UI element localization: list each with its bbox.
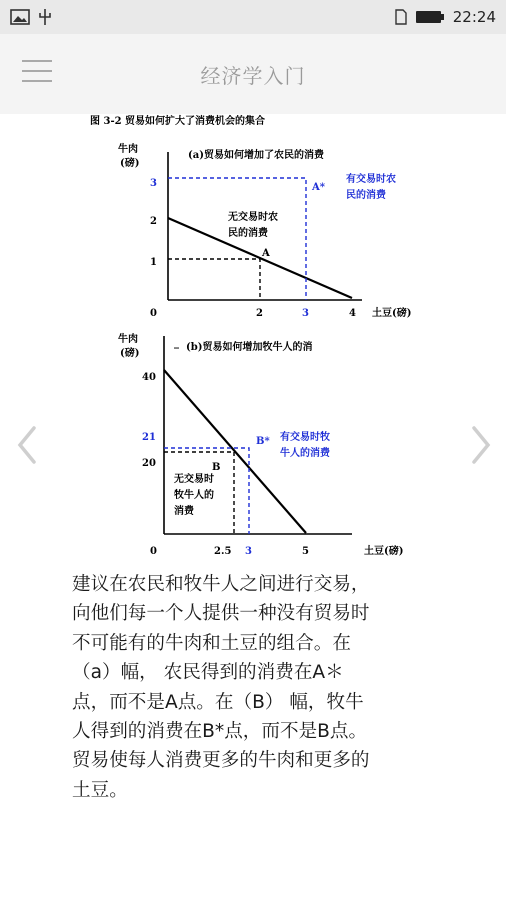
image-icon	[10, 9, 30, 25]
panel-b-ylabel-line1: 牛肉	[118, 334, 138, 345]
next-page-button[interactable]	[466, 420, 496, 470]
panel-b-ytick-20: 20	[142, 458, 156, 469]
sim-icon	[395, 9, 407, 25]
panel-a-point-notrade: A	[262, 248, 270, 259]
panel-b-point-notrade: B	[212, 462, 221, 473]
prev-page-button[interactable]	[12, 420, 42, 470]
body-line: 不可能有的牛肉和土豆的组合。在	[72, 632, 351, 654]
panel-b-notrade-label-1: 无交易时	[174, 474, 214, 485]
panel-a-xtick-0: 0	[150, 308, 157, 319]
panel-b-ytick-40: 40	[142, 372, 156, 383]
body-line: 点，而不是A点。在（B） 幅，牧牛	[72, 691, 364, 713]
panel-b	[118, 332, 403, 557]
panel-a-ytick-3: 3	[150, 178, 157, 189]
panel-b-xtick-5: 5	[302, 546, 309, 557]
panel-a-ytick-2: 2	[150, 216, 157, 227]
battery-icon	[415, 9, 445, 25]
panel-a-xtick-3: 3	[302, 308, 309, 319]
figure-svg	[0, 114, 506, 564]
panel-b-subtitle-mark: _	[174, 338, 179, 349]
page-title: 经济学入门	[200, 64, 306, 88]
panel-a-trade-label-2: 民的消费	[346, 190, 386, 201]
usb-icon	[38, 8, 52, 26]
panel-b-notrade-label-2: 牧牛人的	[174, 490, 214, 501]
panel-a-notrade-label-2: 民的消费	[228, 228, 268, 239]
figure-caption: 图 3-2 贸易如何扩大了消费机会的集合	[90, 116, 266, 127]
chevron-left-icon	[12, 420, 42, 470]
panel-a-ylabel-line2: (磅)	[120, 158, 140, 169]
panel-a	[118, 142, 411, 319]
panel-a-trade-label-1: 有交易时农	[346, 174, 396, 185]
chevron-right-icon	[466, 420, 496, 470]
panel-a-trade-guides	[168, 178, 306, 300]
panel-b-point-trade: B*	[256, 436, 270, 447]
panel-a-notrade-guides	[168, 259, 260, 300]
panel-a-xlabel: 土豆(磅)	[372, 308, 412, 319]
panel-b-trade-label-1: 有交易时牧	[280, 432, 330, 443]
status-bar	[0, 0, 506, 34]
body-line: 人得到的消费在B*点，而不是B点。	[72, 721, 368, 743]
status-time: 22:24	[452, 8, 496, 26]
panel-b-trade-label-2: 牛人的消费	[280, 448, 330, 459]
body-line: 向他们每一个人提供一种没有贸易时	[72, 603, 370, 625]
body-line: 贸易使每人消费更多的牛肉和更多的	[72, 750, 370, 772]
panel-a-ytick-1: 1	[150, 257, 157, 268]
panel-a-xtick-4: 4	[349, 308, 356, 319]
panel-b-xlabel: 土豆(磅)	[364, 546, 404, 557]
panel-a-point-trade: A*	[312, 182, 325, 193]
body-line: 土豆。	[72, 779, 128, 801]
panel-b-notrade-label-3: 消费	[174, 506, 194, 517]
panel-a-notrade-label-1: 无交易时农	[228, 212, 278, 223]
body-line: 建议在农民和牧牛人之间进行交易，	[72, 574, 370, 595]
panel-b-xtick-0: 0	[150, 546, 157, 557]
article-body	[72, 570, 452, 805]
panel-a-subtitle: (a)贸易如何增加了农民的消费	[188, 150, 324, 161]
panel-b-subtitle: (b)贸易如何增加牧牛人的消	[186, 342, 313, 353]
panel-b-xtick-3: 3	[245, 546, 252, 557]
app-header	[0, 34, 506, 114]
panel-b-xtick-2-5: 2.5	[214, 546, 232, 557]
panel-a-ylabel-line1: 牛肉	[118, 144, 138, 155]
panel-b-ylabel-line2: (磅)	[120, 348, 140, 359]
body-line: （a）幅， 农民得到的消费在A＊	[72, 662, 344, 684]
figure-3-2	[0, 114, 506, 564]
panel-a-xtick-2: 2	[256, 308, 263, 319]
panel-b-ytick-21: 21	[142, 432, 156, 443]
